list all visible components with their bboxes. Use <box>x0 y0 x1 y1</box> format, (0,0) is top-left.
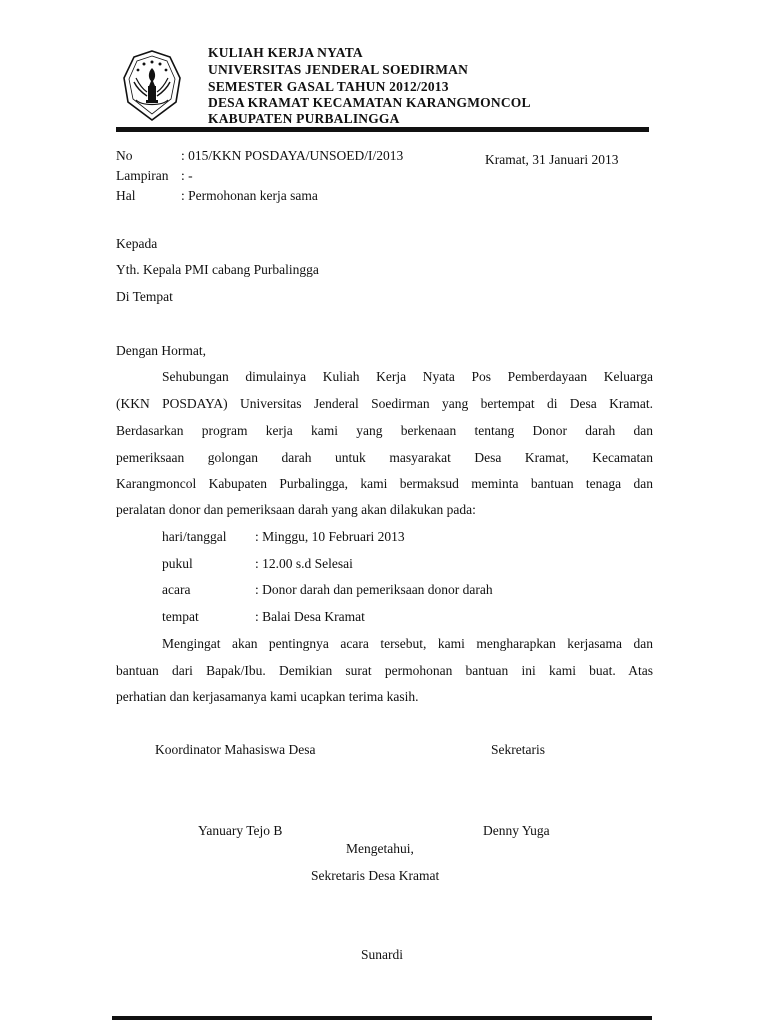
detail-value: : 12.00 s.d Selesai <box>255 556 353 571</box>
detail-label: pukul <box>162 556 193 571</box>
right-signatory-title: Sekretaris <box>491 742 545 757</box>
paragraph-1-line: pemeriksaan golongan darah untuk masyarakat Desa Kramat, Kecamatan <box>116 450 653 465</box>
letterhead-line-2: UNIVERSITAS JENDERAL SOEDIRMAN <box>208 62 469 77</box>
letterhead-line-4: DESA KRAMAT KECAMATAN KARANGMONCOL <box>208 95 531 110</box>
paragraph-2-line: Mengingat akan pentingnya acara tersebut, kami mengharapkan kerjasama dan <box>162 636 653 651</box>
left-signatory-title: Koordinator Mahasiswa Desa <box>155 742 316 757</box>
recipient-line-2: Yth. Kepala PMI cabang Purbalingga <box>116 262 319 277</box>
hal-label: Hal <box>116 188 136 203</box>
village-signatory-name: Sunardi <box>361 947 403 962</box>
letterhead-line-3: SEMESTER GASAL TAHUN 2012/2013 <box>208 79 449 94</box>
paragraph-1-line: (KKN POSDAYA) Universitas Jenderal Soedirman yang bertempat di Desa Kramat. <box>116 396 653 411</box>
left-signatory-name: Yanuary Tejo B <box>198 823 283 838</box>
paragraph-2-line: bantuan dari Bapak/Ibu. Demikian surat permohonan bantuan ini kami buat. Atas <box>116 663 653 678</box>
detail-label: tempat <box>162 609 199 624</box>
detail-label: acara <box>162 582 191 597</box>
acknowledged-label: Mengetahui, <box>346 841 414 856</box>
detail-value: : Minggu, 10 Februari 2013 <box>255 529 405 544</box>
lampiran-label: Lampiran <box>116 168 169 183</box>
detail-value: : Donor darah dan pemeriksaan donor darah <box>255 582 493 597</box>
lampiran-value: : - <box>181 168 193 183</box>
letterhead-line-5: KABUPATEN PURBALINGGA <box>208 111 400 126</box>
no-label: No <box>116 148 133 163</box>
recipient-line-1: Kepada <box>116 236 158 251</box>
letterhead-line-1: KULIAH KERJA NYATA <box>208 45 363 60</box>
paragraph-1-line: peralatan donor dan pemeriksaan darah yang akan dilakukan pada: <box>116 502 476 517</box>
bottom-divider <box>112 1016 652 1020</box>
right-signatory-name: Denny Yuga <box>483 823 550 838</box>
paragraph-1-line: Sehubungan dimulainya Kuliah Kerja Nyata Pos Pemberdayaan Keluarga <box>162 369 653 384</box>
detail-value: : Balai Desa Kramat <box>255 609 365 624</box>
letterhead-divider <box>116 127 649 132</box>
place-date: Kramat, 31 Januari 2013 <box>485 152 619 167</box>
detail-label: hari/tanggal <box>162 529 227 544</box>
university-seal-icon <box>120 48 184 124</box>
paragraph-1-line: Karangmoncol Kabupaten Purbalingga, kami bermaksud meminta bantuan tenaga dan <box>116 476 653 491</box>
salutation: Dengan Hormat, <box>116 343 206 358</box>
paragraph-2-line: perhatian dan kerjasamanya kami ucapkan terima kasih. <box>116 689 419 704</box>
village-signatory-title: Sekretaris Desa Kramat <box>311 868 440 883</box>
recipient-line-3: Di Tempat <box>116 289 173 304</box>
hal-value: : Permohonan kerja sama <box>181 188 318 203</box>
no-value: : 015/KKN POSDAYA/UNSOED/I/2013 <box>181 148 404 163</box>
paragraph-1-line: Berdasarkan program kerja kami yang berkenaan tentang Donor darah dan <box>116 423 653 438</box>
